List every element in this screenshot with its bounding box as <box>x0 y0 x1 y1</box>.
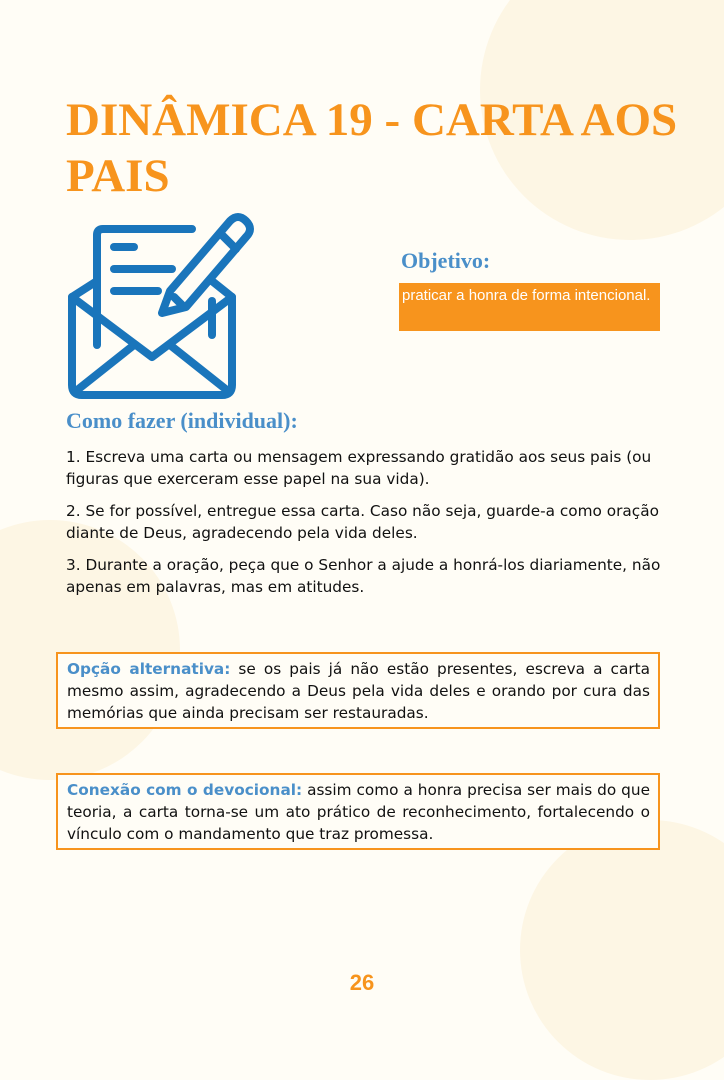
steps-list <box>66 446 664 608</box>
devotional-connection-label: Conexão com o devocional: <box>67 781 303 799</box>
alternative-option-box <box>56 652 660 729</box>
how-to-heading: Como fazer (individual): <box>66 408 298 433</box>
objective-text: praticar a honra de forma intencional. <box>399 283 660 331</box>
alternative-option-label: Opção alternativa: <box>67 660 231 678</box>
step-item: 3. Durante a oração, peça que o Senhor a ajude a honrá-los diariamente, não apenas em palavras, mas em atitudes. <box>66 556 661 596</box>
alternative-option-text: se os pais já não estão presentes, escreva a carta mesmo assim, agradecendo a Deus pela vida deles e orando por cura das memórias que ainda precisam ser restauradas. <box>67 660 650 722</box>
background-shape <box>520 820 724 1080</box>
page-number: 26 <box>349 970 375 995</box>
devotional-connection-text: assim como a honra precisa ser mais do que teoria, a carta torna-se um ato prático de reconhecimento, fortalecendo o vínculo com o mandamento que traz promessa. <box>67 781 650 843</box>
page-title: DINÂMICA 19 - CARTA AOS PAIS <box>66 94 678 202</box>
step-item: 2. Se for possível, entregue essa carta. Caso não seja, guarde-a como oração diante de Deus, agradecendo pela vida deles. <box>66 502 659 542</box>
devotional-connection-box <box>56 773 660 850</box>
envelope-letter-pencil-icon <box>62 205 262 405</box>
objective-heading: Objetivo: <box>401 248 491 273</box>
step-item: 1. Escreva uma carta ou mensagem expressando gratidão aos seus pais (ou figuras que exerceram esse papel na sua vida). <box>66 448 652 488</box>
